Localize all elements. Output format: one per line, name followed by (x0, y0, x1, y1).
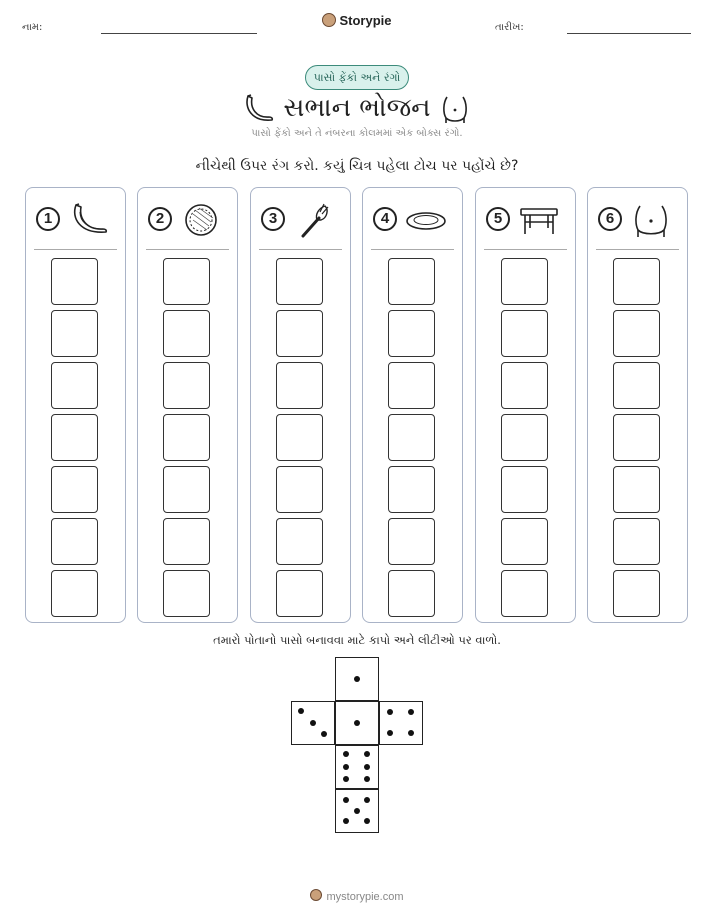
column-divider (484, 249, 567, 250)
color-box[interactable] (276, 570, 323, 617)
color-box[interactable] (276, 258, 323, 305)
dice-face (335, 701, 379, 745)
color-box[interactable] (501, 570, 548, 617)
color-box[interactable] (501, 362, 548, 409)
dice-pip (364, 776, 370, 782)
bear-logo-icon (310, 889, 322, 901)
color-box[interactable] (613, 414, 660, 461)
column-2 (137, 187, 238, 623)
color-box[interactable] (163, 362, 210, 409)
color-box[interactable] (163, 310, 210, 357)
color-box[interactable] (276, 414, 323, 461)
column-number: 1 (36, 207, 60, 231)
color-box[interactable] (163, 466, 210, 513)
color-box[interactable] (613, 362, 660, 409)
fork-icon (291, 200, 337, 240)
column-divider (34, 249, 117, 250)
color-box[interactable] (388, 518, 435, 565)
color-box[interactable] (388, 258, 435, 305)
column-6 (587, 187, 688, 623)
dice-pip (310, 720, 316, 726)
dice-pip (354, 676, 360, 682)
color-box[interactable] (163, 518, 210, 565)
color-box[interactable] (388, 466, 435, 513)
footer-url[interactable]: mystorypie.com (326, 891, 404, 903)
dice-pip (387, 709, 393, 715)
name-label: નામ: (22, 22, 43, 33)
column-1 (25, 187, 126, 623)
color-box[interactable] (501, 258, 548, 305)
color-box[interactable] (501, 310, 548, 357)
color-box[interactable] (51, 362, 98, 409)
dice-pip (343, 751, 349, 757)
brand-name: Storypie (339, 13, 392, 28)
dice-pip (343, 764, 349, 770)
dice-pip (364, 797, 370, 803)
dice-pip (408, 730, 414, 736)
page-title: સભાન ભોજન (283, 93, 431, 123)
bear-logo-icon (322, 13, 336, 27)
color-box[interactable] (613, 310, 660, 357)
column-divider (259, 249, 342, 250)
color-box[interactable] (163, 414, 210, 461)
color-box[interactable] (613, 518, 660, 565)
table-icon (516, 200, 562, 240)
activity-badge: પાસો ફેંકો અને રંગો (305, 65, 409, 90)
column-4 (362, 187, 463, 623)
dice-face (335, 657, 379, 701)
dice-face (291, 701, 335, 745)
tummy-icon (628, 200, 674, 240)
color-box[interactable] (613, 466, 660, 513)
color-box[interactable] (276, 466, 323, 513)
color-box[interactable] (501, 518, 548, 565)
dice-pip (408, 709, 414, 715)
color-box[interactable] (51, 518, 98, 565)
color-box[interactable] (163, 258, 210, 305)
column-5 (475, 187, 576, 623)
dice-pip (354, 808, 360, 814)
footer (0, 889, 714, 903)
brand-logo (0, 13, 714, 28)
color-box[interactable] (388, 570, 435, 617)
column-number: 4 (373, 207, 397, 231)
instruction-text: નીચેથી ઉપર રંગ કરો. કયું ચિત્ર પહેલા ટોચ પર પહોંચે છે? (195, 158, 519, 174)
color-box[interactable] (276, 518, 323, 565)
color-box[interactable] (388, 362, 435, 409)
color-box[interactable] (388, 310, 435, 357)
dice-pip (364, 751, 370, 757)
dice-pip (364, 818, 370, 824)
dice-pip (343, 818, 349, 824)
column-number: 2 (148, 207, 172, 231)
column-3 (250, 187, 351, 623)
banana-icon (66, 200, 112, 240)
dice-pip (298, 708, 304, 714)
color-box[interactable] (51, 466, 98, 513)
column-number: 3 (261, 207, 285, 231)
color-box[interactable] (388, 414, 435, 461)
color-box[interactable] (51, 310, 98, 357)
dice-face (335, 789, 379, 833)
color-box[interactable] (276, 362, 323, 409)
dice-pip (387, 730, 393, 736)
tummy-icon (440, 93, 470, 125)
date-line[interactable] (567, 33, 691, 34)
dice-pip (321, 731, 327, 737)
column-divider (371, 249, 454, 250)
plate-icon (403, 200, 449, 240)
color-box[interactable] (501, 414, 548, 461)
color-box[interactable] (51, 258, 98, 305)
color-box[interactable] (501, 466, 548, 513)
subtitle: પાસો ફેંકો અને તે નંબરના કોલમમાં એક બોક્સ રંગો. (251, 128, 463, 139)
color-box[interactable] (613, 570, 660, 617)
pie-icon (178, 200, 224, 240)
column-number: 5 (486, 207, 510, 231)
color-box[interactable] (51, 414, 98, 461)
column-divider (596, 249, 679, 250)
dice-pip (354, 720, 360, 726)
dice-pip (343, 776, 349, 782)
color-box[interactable] (276, 310, 323, 357)
dice-pip (364, 764, 370, 770)
column-divider (146, 249, 229, 250)
color-box[interactable] (51, 570, 98, 617)
date-label: તારીખ: (495, 22, 524, 33)
color-box[interactable] (613, 258, 660, 305)
dice-face (379, 701, 423, 745)
column-number: 6 (598, 207, 622, 231)
cut-instruction: તમારો પોતાનો પાસો બનાવવા માટે કાપો અને લીટીઓ પર વાળો. (213, 633, 501, 647)
color-box[interactable] (163, 570, 210, 617)
name-line[interactable] (101, 33, 257, 34)
dice-face (335, 745, 379, 789)
dice-pip (343, 797, 349, 803)
